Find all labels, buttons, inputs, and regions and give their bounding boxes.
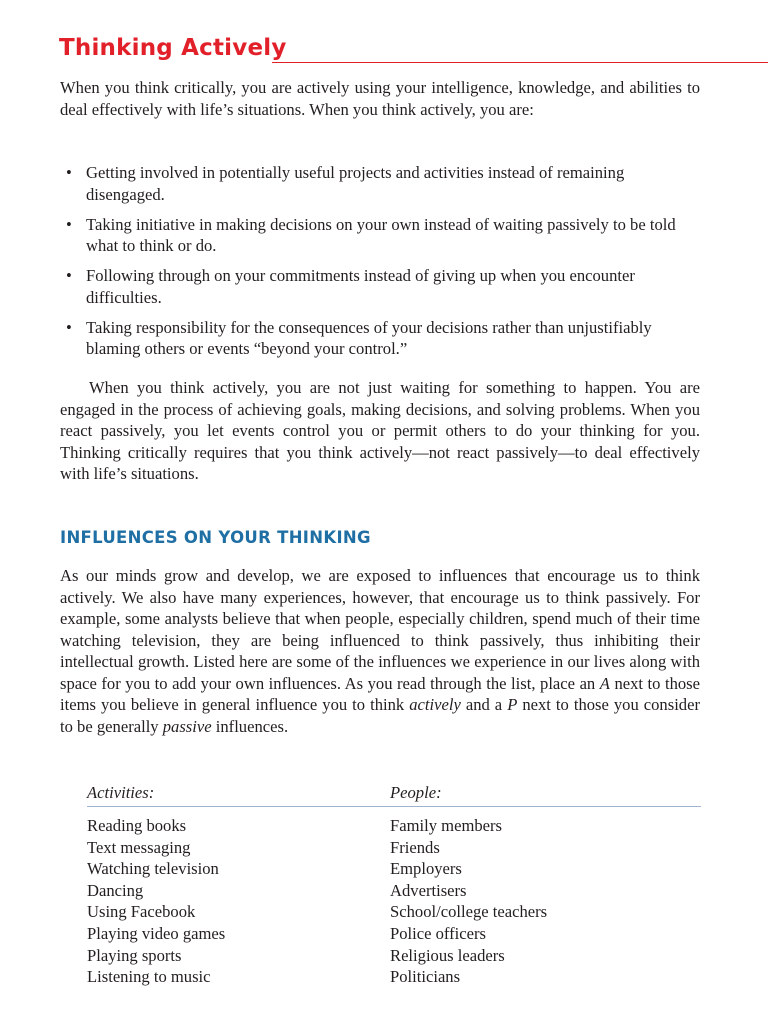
people-header: People: xyxy=(390,783,442,802)
people-item: Advertisers xyxy=(390,880,467,900)
bullet-text: Getting involved in potentially useful projects and activities instead of remaining disengaged. xyxy=(86,163,625,204)
bullet-text: Taking responsibility for the consequences of your decisions rather than unjustifiably blaming others or events “beyond your control.” xyxy=(86,317,652,358)
bullet-text: Taking initiative in making decisions on your own instead of waiting passively to be told what to think or do. xyxy=(86,214,676,255)
activity-item: Playing video games xyxy=(87,923,226,943)
activities-list xyxy=(87,815,225,988)
activity-item: Text messaging xyxy=(87,837,191,857)
activity-item: Watching television xyxy=(87,859,219,879)
heading-rule xyxy=(272,62,768,63)
bullet-glyph: • xyxy=(66,214,72,234)
people-item: Friends xyxy=(390,837,440,857)
influences-em-actively: actively xyxy=(409,695,461,714)
bullet-glyph: • xyxy=(66,163,72,182)
active-thinking-paragraph: When you think actively, you are not just waiting for something to happen. You are engaged in the process of achieving goals, making decisions, and solving problems. When you react passively, you let events control you or permit others to do your thinking for you. Thinking critically requires that you think actively—not react passively—to deal effectively with life’s situations. xyxy=(60,378,700,483)
activity-item: Playing sports xyxy=(87,945,182,965)
people-item: Police officers xyxy=(390,923,486,943)
influences-text-1: As our minds grow and develop, we are exposed to influences that encourage us to think actively. We also have many experiences, however, that encourage us to think passively. For example, some analysts believe that when people, especially children, spend much of their time watching television, they are being influenced to think passively, thus inhibiting their intellectual growth. Listed here are some of the influences we experience in our lives along with space for you to add your own influences. As you read through the list, place an xyxy=(60,566,700,693)
influences-em-a: A xyxy=(599,673,610,693)
people-item: Religious leaders xyxy=(390,945,505,965)
subheading: INFLUENCES ON YOUR THINKING xyxy=(60,528,371,547)
influences-text-3: and a xyxy=(460,695,508,714)
activities-header: Activities: xyxy=(87,783,155,802)
activity-item: Reading books xyxy=(87,816,187,835)
people-list xyxy=(390,815,547,988)
bullet-glyph: • xyxy=(66,266,72,285)
list-header-rule xyxy=(87,806,701,807)
people-item: Politicians xyxy=(390,967,461,987)
activity-item: Dancing xyxy=(87,880,144,900)
activity-item: Listening to music xyxy=(87,967,211,987)
bullet-item xyxy=(66,214,700,257)
people-item: Employers xyxy=(390,859,462,879)
activity-item: Using Facebook xyxy=(87,902,196,922)
bullet-glyph: • xyxy=(66,317,72,337)
bullet-text: Following through on your commitments instead of giving up when you encounter difficulties. xyxy=(86,266,635,307)
influences-em-passive: passive xyxy=(162,716,212,736)
bullet-item xyxy=(66,162,700,205)
section-heading-wrap xyxy=(59,33,768,63)
influences-em-p: P xyxy=(507,695,518,714)
bullet-item xyxy=(66,317,700,360)
intro-paragraph: When you think critically, you are actively using your intelligence, knowledge, and abilities to deal effectively with life’s situations. When you think actively, you are: xyxy=(60,78,700,119)
people-item: School/college teachers xyxy=(390,902,548,922)
people-item: Family members xyxy=(390,816,502,835)
bullet-item xyxy=(66,265,700,308)
section-heading: Thinking Actively xyxy=(59,35,287,61)
influences-text-2: next to those items you believe in general influence you to think xyxy=(60,673,701,714)
active-thinking-bullets xyxy=(66,162,700,368)
influences-text-4: next to those you consider to be generally xyxy=(60,695,700,736)
influences-text-5: influences. xyxy=(211,716,289,736)
influences-paragraph xyxy=(60,565,700,737)
